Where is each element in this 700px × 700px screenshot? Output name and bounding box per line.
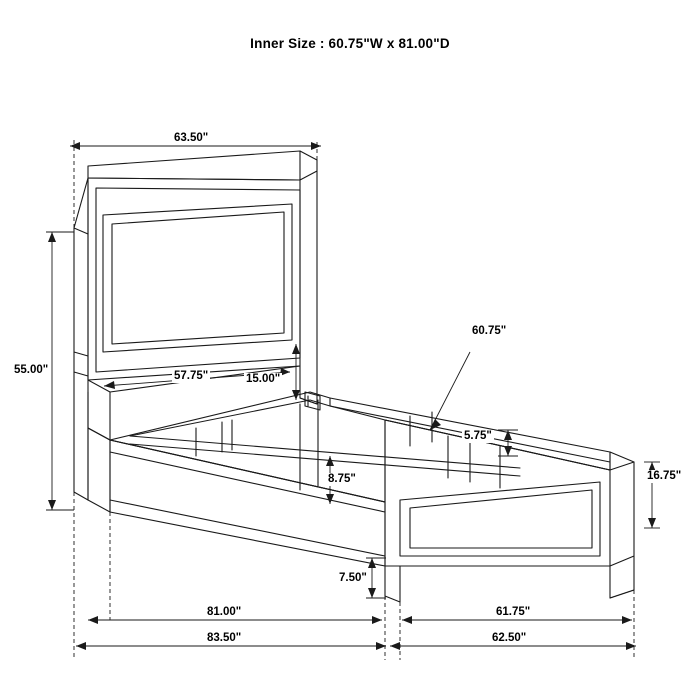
headboard-inset-inner <box>112 212 284 344</box>
side-rail-left-end <box>88 428 110 512</box>
headboard-right-post <box>300 171 317 404</box>
dimension-footboard-height: 16.75" <box>647 470 682 482</box>
page-title: Inner Size : 60.75"W x 81.00"D <box>250 36 450 51</box>
dimension-headboard-height: 55.00" <box>14 364 49 376</box>
headboard-inset-outer <box>103 204 292 352</box>
dimension-footboard-inner-width: 61.75" <box>496 606 531 618</box>
dimension-deck-height: 8.75" <box>328 473 356 485</box>
headboard-left-post <box>74 178 88 500</box>
dimension-headboard-inner-width: 57.75" <box>174 370 209 382</box>
dimension-headboard-width: 63.50" <box>174 132 209 144</box>
footboard-left-leg <box>385 566 400 602</box>
footboard-inset-outer <box>400 482 600 556</box>
dimension-side-rail-length: 81.00" <box>207 606 242 618</box>
dimension-slat-thickness: 5.75" <box>464 430 492 442</box>
footboard-inset-inner <box>410 490 592 548</box>
dimension-slat-span: 60.75" <box>472 325 507 337</box>
leader-60-75 <box>430 352 470 430</box>
dimension-floor-clearance: 7.50" <box>339 572 367 584</box>
dimension-overall-length: 83.50" <box>207 632 242 644</box>
dimension-footboard-width: 62.50" <box>492 632 527 644</box>
dimension-headboard-clearance: 15.00" <box>246 373 281 385</box>
headboard-top-cap <box>88 151 317 180</box>
